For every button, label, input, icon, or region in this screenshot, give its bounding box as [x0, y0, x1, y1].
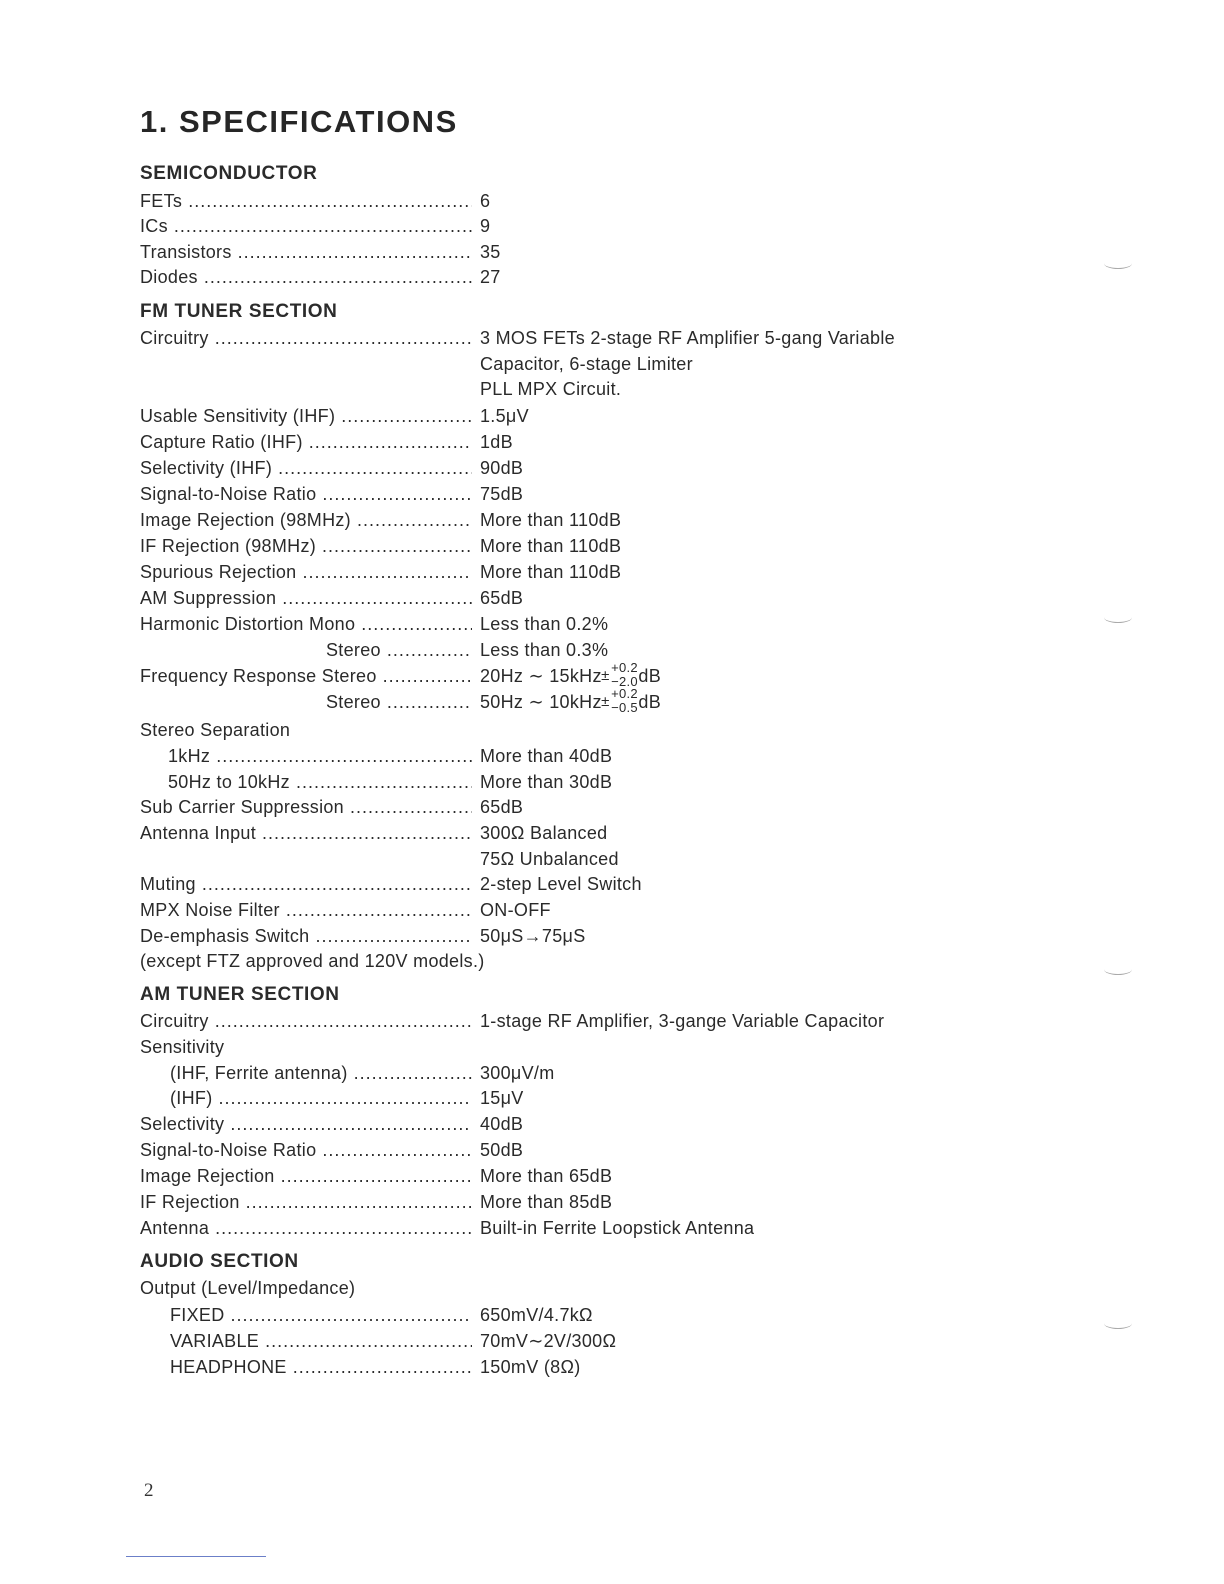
spec-value: 65dB	[480, 588, 524, 608]
spec-label: Sensitivity	[140, 1037, 225, 1057]
spec-value: 150mV (8Ω)	[480, 1357, 581, 1377]
freq-low: 50Hz	[480, 692, 524, 712]
spec-label: Image Rejection (98MHz) .....	[140, 507, 472, 533]
spec-value: 15μV	[480, 1088, 524, 1108]
spec-label: Sub Carrier Suppression .....	[140, 794, 472, 820]
spec-label: Signal-to-Noise Ratio .....	[140, 1137, 472, 1163]
freq-high: 15kHz	[549, 666, 602, 686]
spec-value: More than 110dB	[480, 562, 622, 582]
spec-value: 300Ω Balanced	[480, 823, 608, 843]
spec-value: 50μS→75μS	[480, 926, 586, 946]
spec-value: More than 110dB	[480, 510, 622, 530]
tilde-symbol: ∼	[528, 666, 544, 686]
spec-value: 9	[480, 216, 491, 236]
spec-label: Capture Ratio (IHF) .....	[140, 429, 472, 455]
spec-label: VARIABLE .....	[170, 1328, 472, 1354]
spec-label: Circuitry .....	[140, 1008, 472, 1034]
spec-value	[480, 660, 662, 690]
spec-value: 2-step Level Switch	[480, 874, 642, 894]
spec-value: More than 40dB	[480, 746, 613, 766]
spec-label: Diodes .....	[140, 264, 472, 290]
spec-value: 65dB	[480, 797, 524, 817]
spec-value: Capacitor, 6-stage Limiter	[480, 354, 693, 374]
spec-value: More than 30dB	[480, 772, 613, 792]
spec-label: Stereo Separation	[140, 720, 291, 740]
spec-label: HEADPHONE .....	[170, 1354, 472, 1380]
spec-value: 90dB	[480, 458, 524, 478]
tolerance	[601, 660, 638, 690]
freq-low: 20Hz	[480, 666, 524, 686]
unit: dB	[638, 692, 662, 712]
page-title: 1. SPECIFICATIONS	[140, 104, 458, 139]
spec-value: 650mV/4.7kΩ	[480, 1305, 593, 1325]
spec-value: Built-in Ferrite Loopstick Antenna	[480, 1218, 755, 1238]
section-heading-fm-tuner: FM TUNER SECTION	[140, 301, 338, 322]
spec-label: Selectivity (IHF) .....	[140, 455, 472, 481]
spec-label: Signal-to-Noise Ratio .....	[140, 481, 472, 507]
spec-value: 6	[480, 191, 491, 211]
spec-value: 3 MOS FETs 2-stage RF Amplifier 5-gang Variable	[480, 328, 895, 348]
section-heading-semiconductor: SEMICONDUCTOR	[140, 163, 318, 184]
spec-label: Stereo .....	[326, 637, 472, 663]
spec-value: 40dB	[480, 1114, 524, 1134]
spec-label: (IHF) .....	[170, 1085, 472, 1111]
spec-value: 1-stage RF Amplifier, 3-gange Variable Capacitor	[480, 1011, 885, 1031]
spec-label: FIXED .....	[170, 1302, 472, 1328]
spec-label: 1kHz .....	[168, 743, 472, 769]
spec-label: Muting .....	[140, 871, 472, 897]
spec-label: (IHF, Ferrite antenna) .....	[170, 1060, 472, 1086]
section-heading-audio: AUDIO SECTION	[140, 1251, 299, 1272]
spec-value: More than 110dB	[480, 536, 622, 556]
spec-value: Less than 0.2%	[480, 614, 609, 634]
spec-value: 27	[480, 267, 501, 287]
plus-minus-symbol: ±	[601, 693, 610, 711]
page-number: 2	[144, 1480, 154, 1501]
footer-rule	[126, 1556, 266, 1557]
spec-value	[480, 686, 662, 716]
spec-value: 1dB	[480, 432, 513, 452]
spec-label: Stereo .....	[326, 689, 472, 715]
spec-label: ICs .....	[140, 213, 472, 239]
spec-value: 70mV∼2V/300Ω	[480, 1331, 617, 1351]
spec-label: Spurious Rejection .....	[140, 559, 472, 585]
spec-value: More than 85dB	[480, 1192, 613, 1212]
scan-mark	[1104, 258, 1132, 269]
spec-label: FETs .....	[140, 188, 472, 214]
spec-label: Antenna Input .....	[140, 820, 472, 846]
tolerance-upper: +0.2	[611, 660, 638, 676]
spec-value: 1.5μV	[480, 406, 529, 426]
spec-label: Image Rejection .....	[140, 1163, 472, 1189]
spec-label: IF Rejection (98MHz) .....	[140, 533, 472, 559]
spec-value: PLL MPX Circuit.	[480, 379, 622, 399]
spec-label: MPX Noise Filter .....	[140, 897, 472, 923]
spec-label: AM Suppression .....	[140, 585, 472, 611]
unit: dB	[638, 666, 662, 686]
tolerance-lower: −2.0	[611, 674, 638, 690]
spec-label: De-emphasis Switch .....	[140, 923, 472, 949]
scan-mark	[1104, 1318, 1132, 1329]
spec-label: Output (Level/Impedance)	[140, 1278, 356, 1298]
spec-value: ON-OFF	[480, 900, 551, 920]
spec-label: Harmonic Distortion Mono .....	[140, 611, 472, 637]
spec-label: Circuitry .....	[140, 325, 472, 351]
spec-value: 75dB	[480, 484, 524, 504]
spec-value: 300μV/m	[480, 1063, 555, 1083]
spec-note: (except FTZ approved and 120V models.)	[140, 951, 485, 971]
tolerance-upper: +0.2	[611, 686, 638, 702]
freq-high: 10kHz	[549, 692, 602, 712]
spec-label: Frequency Response Stereo .....	[140, 663, 472, 689]
plus-minus-symbol: ±	[601, 667, 610, 685]
spec-value: 35	[480, 242, 501, 262]
spec-label: Transistors .....	[140, 239, 472, 265]
scan-mark	[1104, 964, 1132, 975]
spec-value: More than 65dB	[480, 1166, 613, 1186]
spec-value: 75Ω Unbalanced	[480, 849, 619, 869]
tolerance	[601, 686, 638, 716]
tolerance-lower: −0.5	[611, 700, 638, 716]
spec-label: Usable Sensitivity (IHF) .....	[140, 403, 472, 429]
spec-value: Less than 0.3%	[480, 640, 609, 660]
spec-label: IF Rejection .....	[140, 1189, 472, 1215]
spec-label: 50Hz to 10kHz .....	[168, 769, 472, 795]
tilde-symbol: ∼	[528, 692, 544, 712]
scan-mark	[1104, 612, 1132, 623]
spec-label: Antenna .....	[140, 1215, 472, 1241]
spec-value: 50dB	[480, 1140, 524, 1160]
section-heading-am-tuner: AM TUNER SECTION	[140, 984, 340, 1005]
spec-label: Selectivity .....	[140, 1111, 472, 1137]
